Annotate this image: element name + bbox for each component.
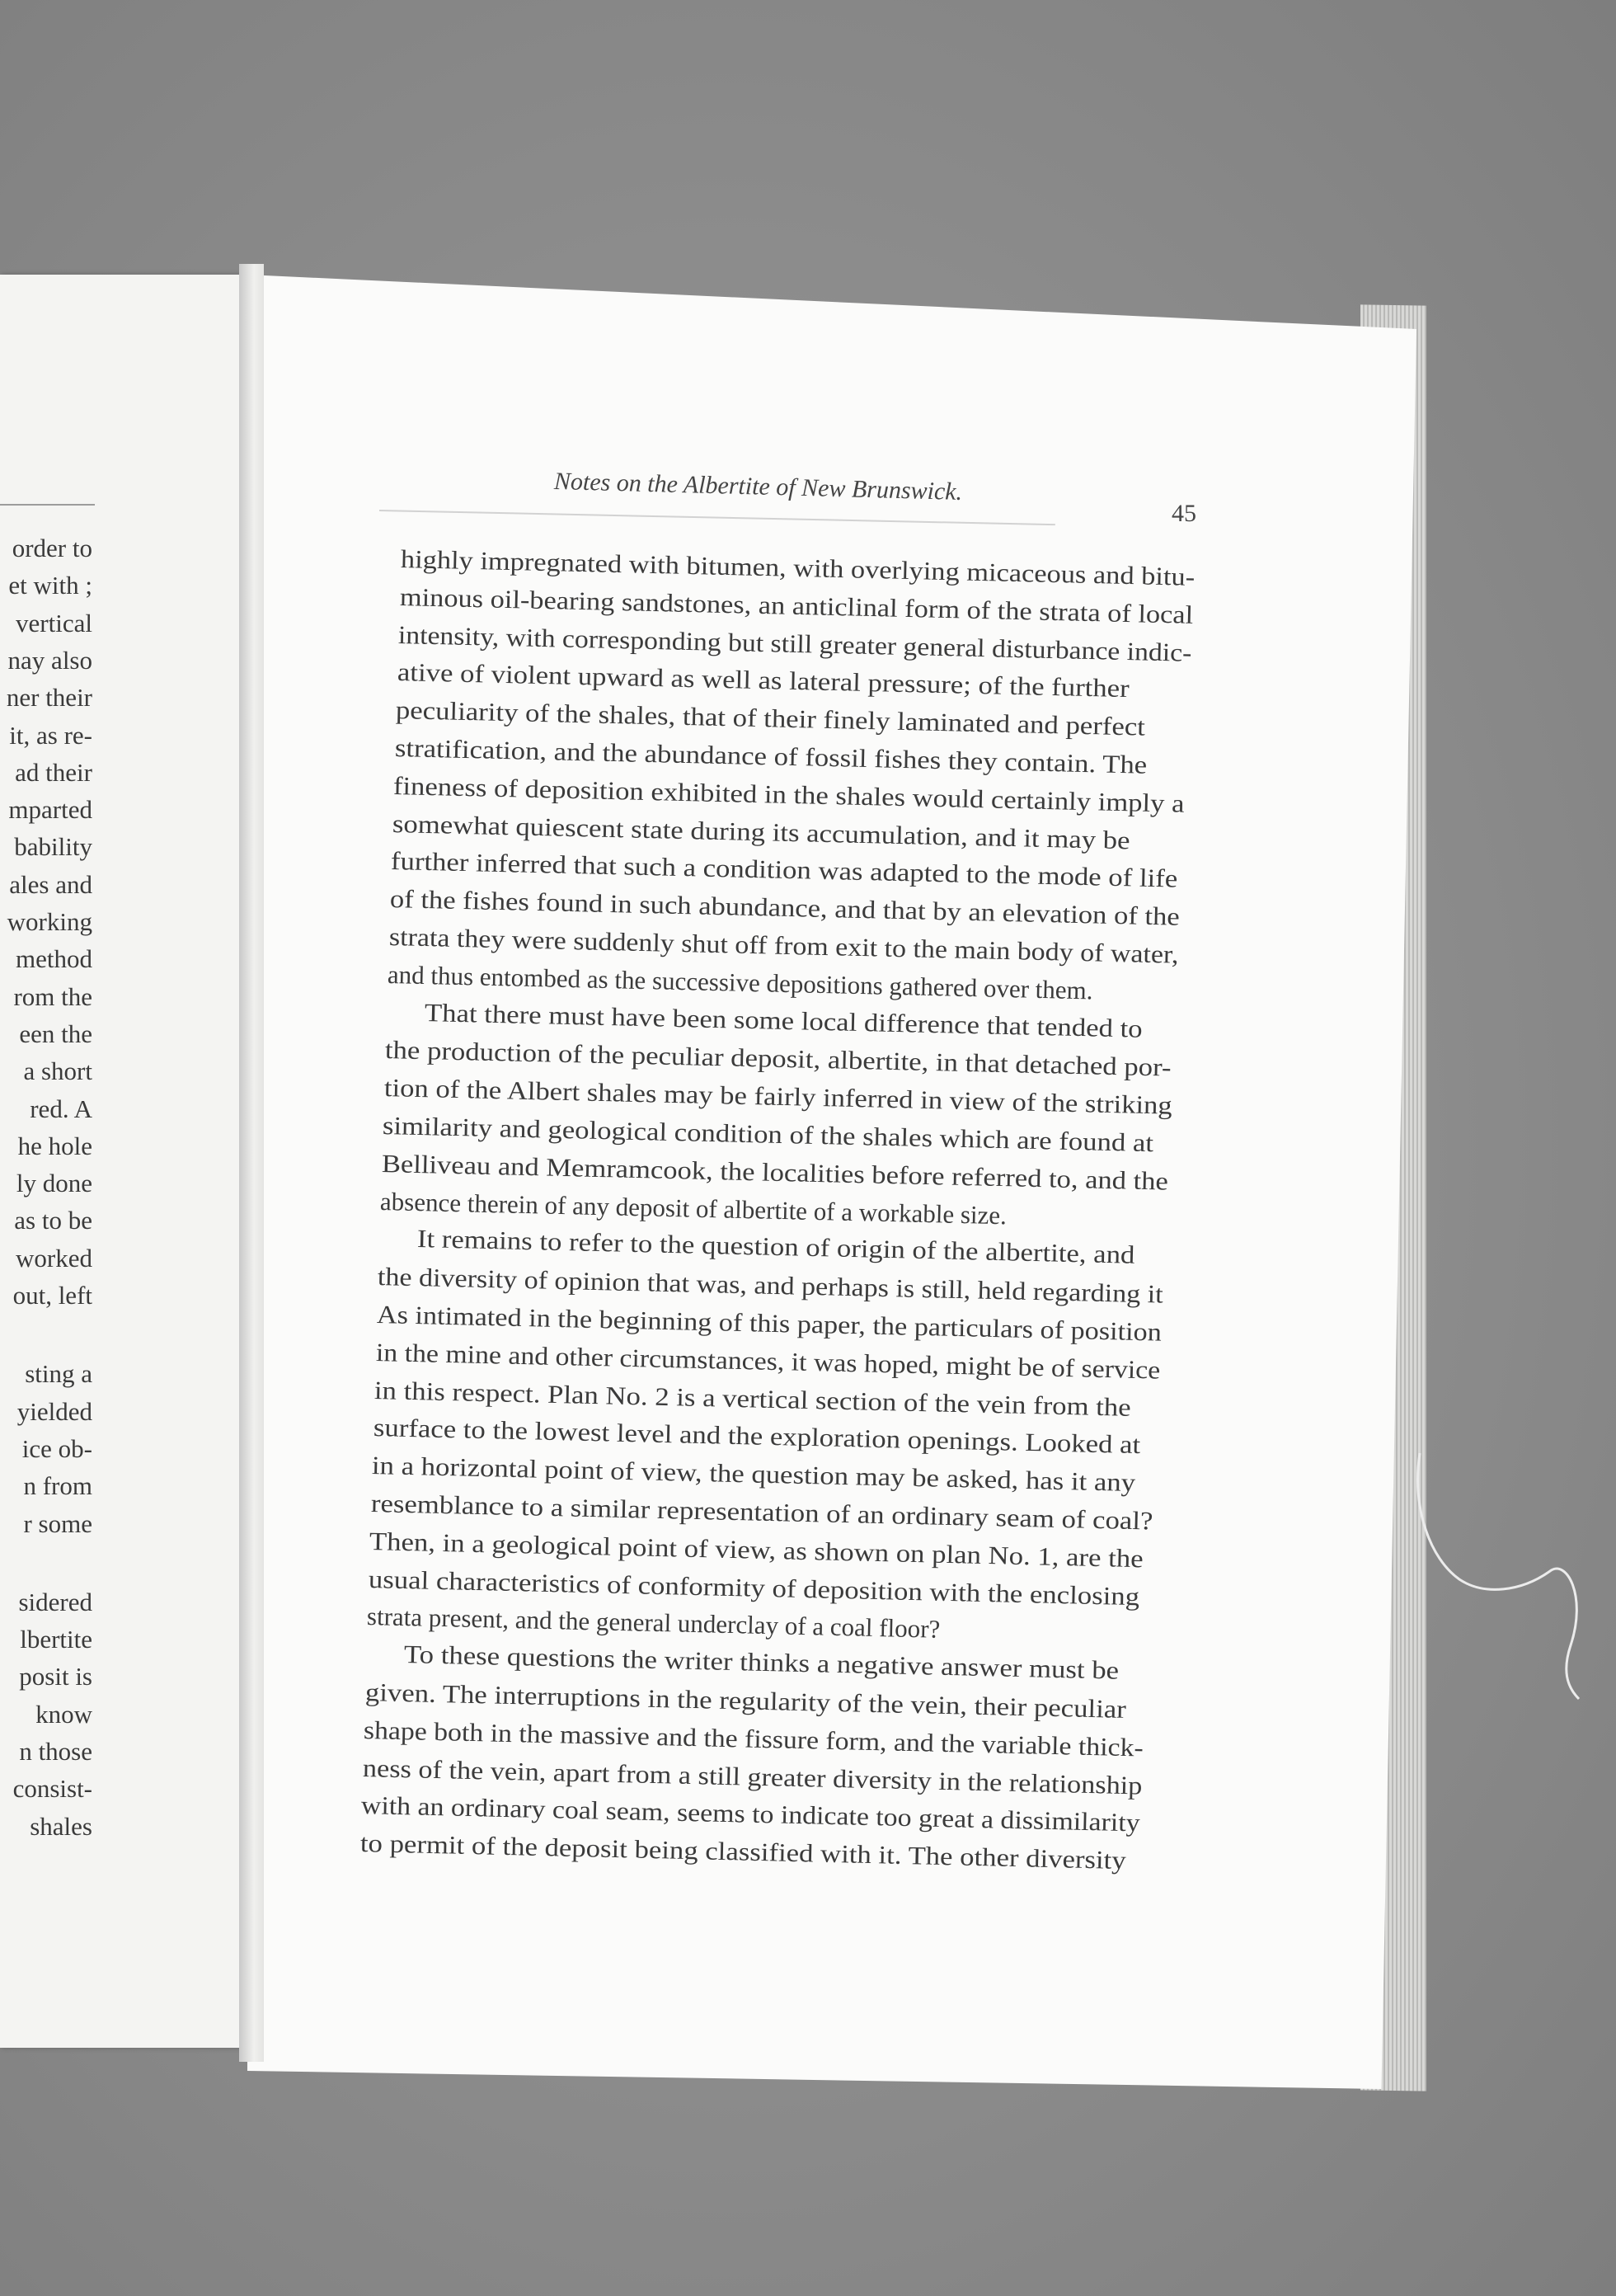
page-number: 45 — [1172, 500, 1196, 527]
left-page-line: ales and — [9, 869, 92, 899]
body-line: fineness of deposition exhibited in the shales would certainly imply a — [392, 770, 1186, 818]
left-page-line: lbertite — [20, 1625, 92, 1654]
body-line: Belliveau and Memramcook, the localities before referred to, and the — [381, 1148, 1169, 1196]
body-line: surface to the lowest level and the exploration openings. Looked at — [373, 1413, 1141, 1460]
left-page-line: out, left — [12, 1281, 92, 1310]
left-page-line: red. A — [30, 1094, 92, 1123]
body-line: ness of the vein, apart from a still greater diversity in the relationship — [362, 1753, 1143, 1800]
body-line: the production of the peculiar deposit, albertite, in that detached por- — [384, 1035, 1172, 1083]
left-page-line: it, as re- — [9, 720, 92, 750]
left-page-line: rom the — [13, 981, 92, 1011]
body-line: usual characteristics of conformity of deposition with the enclosing — [368, 1564, 1140, 1611]
left-page-line: a short — [23, 1056, 92, 1086]
body-line: tion of the Albert shales may be fairly inferred in view of the striking — [383, 1073, 1172, 1120]
body-line: strata they were suddenly shut off from exit to the main body of water, — [388, 922, 1179, 969]
body-line: stratification, and the abundance of fossil fishes they contain. The — [394, 733, 1148, 779]
body-line: given. The interruptions in the regularity of the vein, their peculiar — [364, 1677, 1126, 1724]
left-page-line: know — [35, 1699, 92, 1729]
left-page-line: order to — [12, 534, 92, 562]
left-page-line: mparted — [8, 795, 92, 825]
left-page-line: method — [16, 944, 92, 974]
left-page-line: worked — [16, 1243, 92, 1273]
body-line: somewhat quiescent state during its accumulation, and it may be — [392, 808, 1130, 854]
body-line: highly impregnated with bitumen, with overlying micaceous and bitu- — [400, 544, 1196, 591]
left-page-line: sidered — [18, 1587, 92, 1616]
body-line: resemblance to a similar representation of an ordinary seam of coal? — [370, 1489, 1153, 1536]
body-line: intensity, with corresponding but still greater general disturbance indic- — [397, 619, 1192, 667]
body-line: ative of violent upward as well as lateral pressure; of the further — [397, 657, 1130, 703]
left-page-line: nay also — [7, 645, 92, 675]
left-page-line: yielded — [16, 1396, 92, 1426]
body-line: in a horizontal point of view, the question may be asked, has it any — [371, 1451, 1136, 1498]
left-page-line: as to be — [14, 1206, 92, 1235]
body-line: As intimated in the beginning of this paper, the particulars of position — [376, 1300, 1163, 1347]
left-page-line: n those — [19, 1737, 92, 1766]
left-page-line: shales — [30, 1811, 92, 1841]
body-line: shape both in the massive and the fissure form, and the variable thick- — [363, 1715, 1144, 1762]
body-line: and thus entombed as the successive depositions gathered over them. — [387, 959, 1093, 1005]
body-line: To these questions the writer thinks a negative answer must be — [403, 1640, 1120, 1685]
left-page-line: n from — [23, 1471, 92, 1501]
body-line: strata present, and the general underclay of a coal floor? — [367, 1602, 942, 1644]
left-page-line: ly done — [16, 1169, 92, 1198]
left-page-line: sting a — [25, 1359, 92, 1389]
body-line: of the fishes found in such abundance, and that by an elevation of the — [389, 884, 1181, 931]
left-page-line: vertical — [16, 608, 92, 638]
body-line: Then, in a geological point of view, as shown on plan No. 1, are the — [369, 1526, 1144, 1574]
body-line: It remains to refer to the question of origin of the albertite, and — [416, 1224, 1135, 1270]
left-page-line: ner their — [6, 683, 92, 713]
body-line: to permit of the deposit being classified with it. The other diversity — [359, 1828, 1126, 1875]
body-line: further inferred that such a condition was adapted to the mode of life — [391, 846, 1179, 894]
body-line: the diversity of opinion that was, and perhaps is still, held regarding it — [378, 1262, 1164, 1309]
body-line: with an ordinary coal seam, seems to indicate too great a dissimilarity — [360, 1790, 1141, 1837]
body-line: That there must have been some local difference that tended to — [424, 997, 1143, 1043]
body-line: minous oil-bearing sandstones, an anticlinal form of the strata of local — [399, 581, 1194, 629]
running-head: Notes on the Albertite of New Brunswick. — [553, 468, 963, 506]
left-page-line: bability — [14, 832, 92, 862]
left-page-line: posit is — [19, 1662, 92, 1691]
left-page-line: een the — [19, 1019, 92, 1048]
left-page-line: ad their — [15, 757, 92, 787]
body-line: peculiarity of the shales, that of their finely laminated and perfect — [395, 695, 1146, 741]
left-page-line: ice ob- — [21, 1433, 92, 1463]
body-line: in the mine and other circumstances, it was hoped, might be of service — [375, 1337, 1161, 1385]
body-line: in this respect. Plan No. 2 is a vertical section of the vein from the — [373, 1375, 1132, 1422]
left-page-line: et with ; — [8, 571, 92, 600]
body-line: similarity and geological condition of the shales which are found at — [382, 1111, 1154, 1158]
left-page-line: working — [7, 907, 92, 936]
left-page-line: he hole — [17, 1131, 92, 1160]
body-line: absence therein of any deposit of albertite of a workable size. — [379, 1186, 1008, 1230]
left-page-line: consist- — [12, 1774, 92, 1804]
left-page-line: r some — [23, 1508, 92, 1538]
